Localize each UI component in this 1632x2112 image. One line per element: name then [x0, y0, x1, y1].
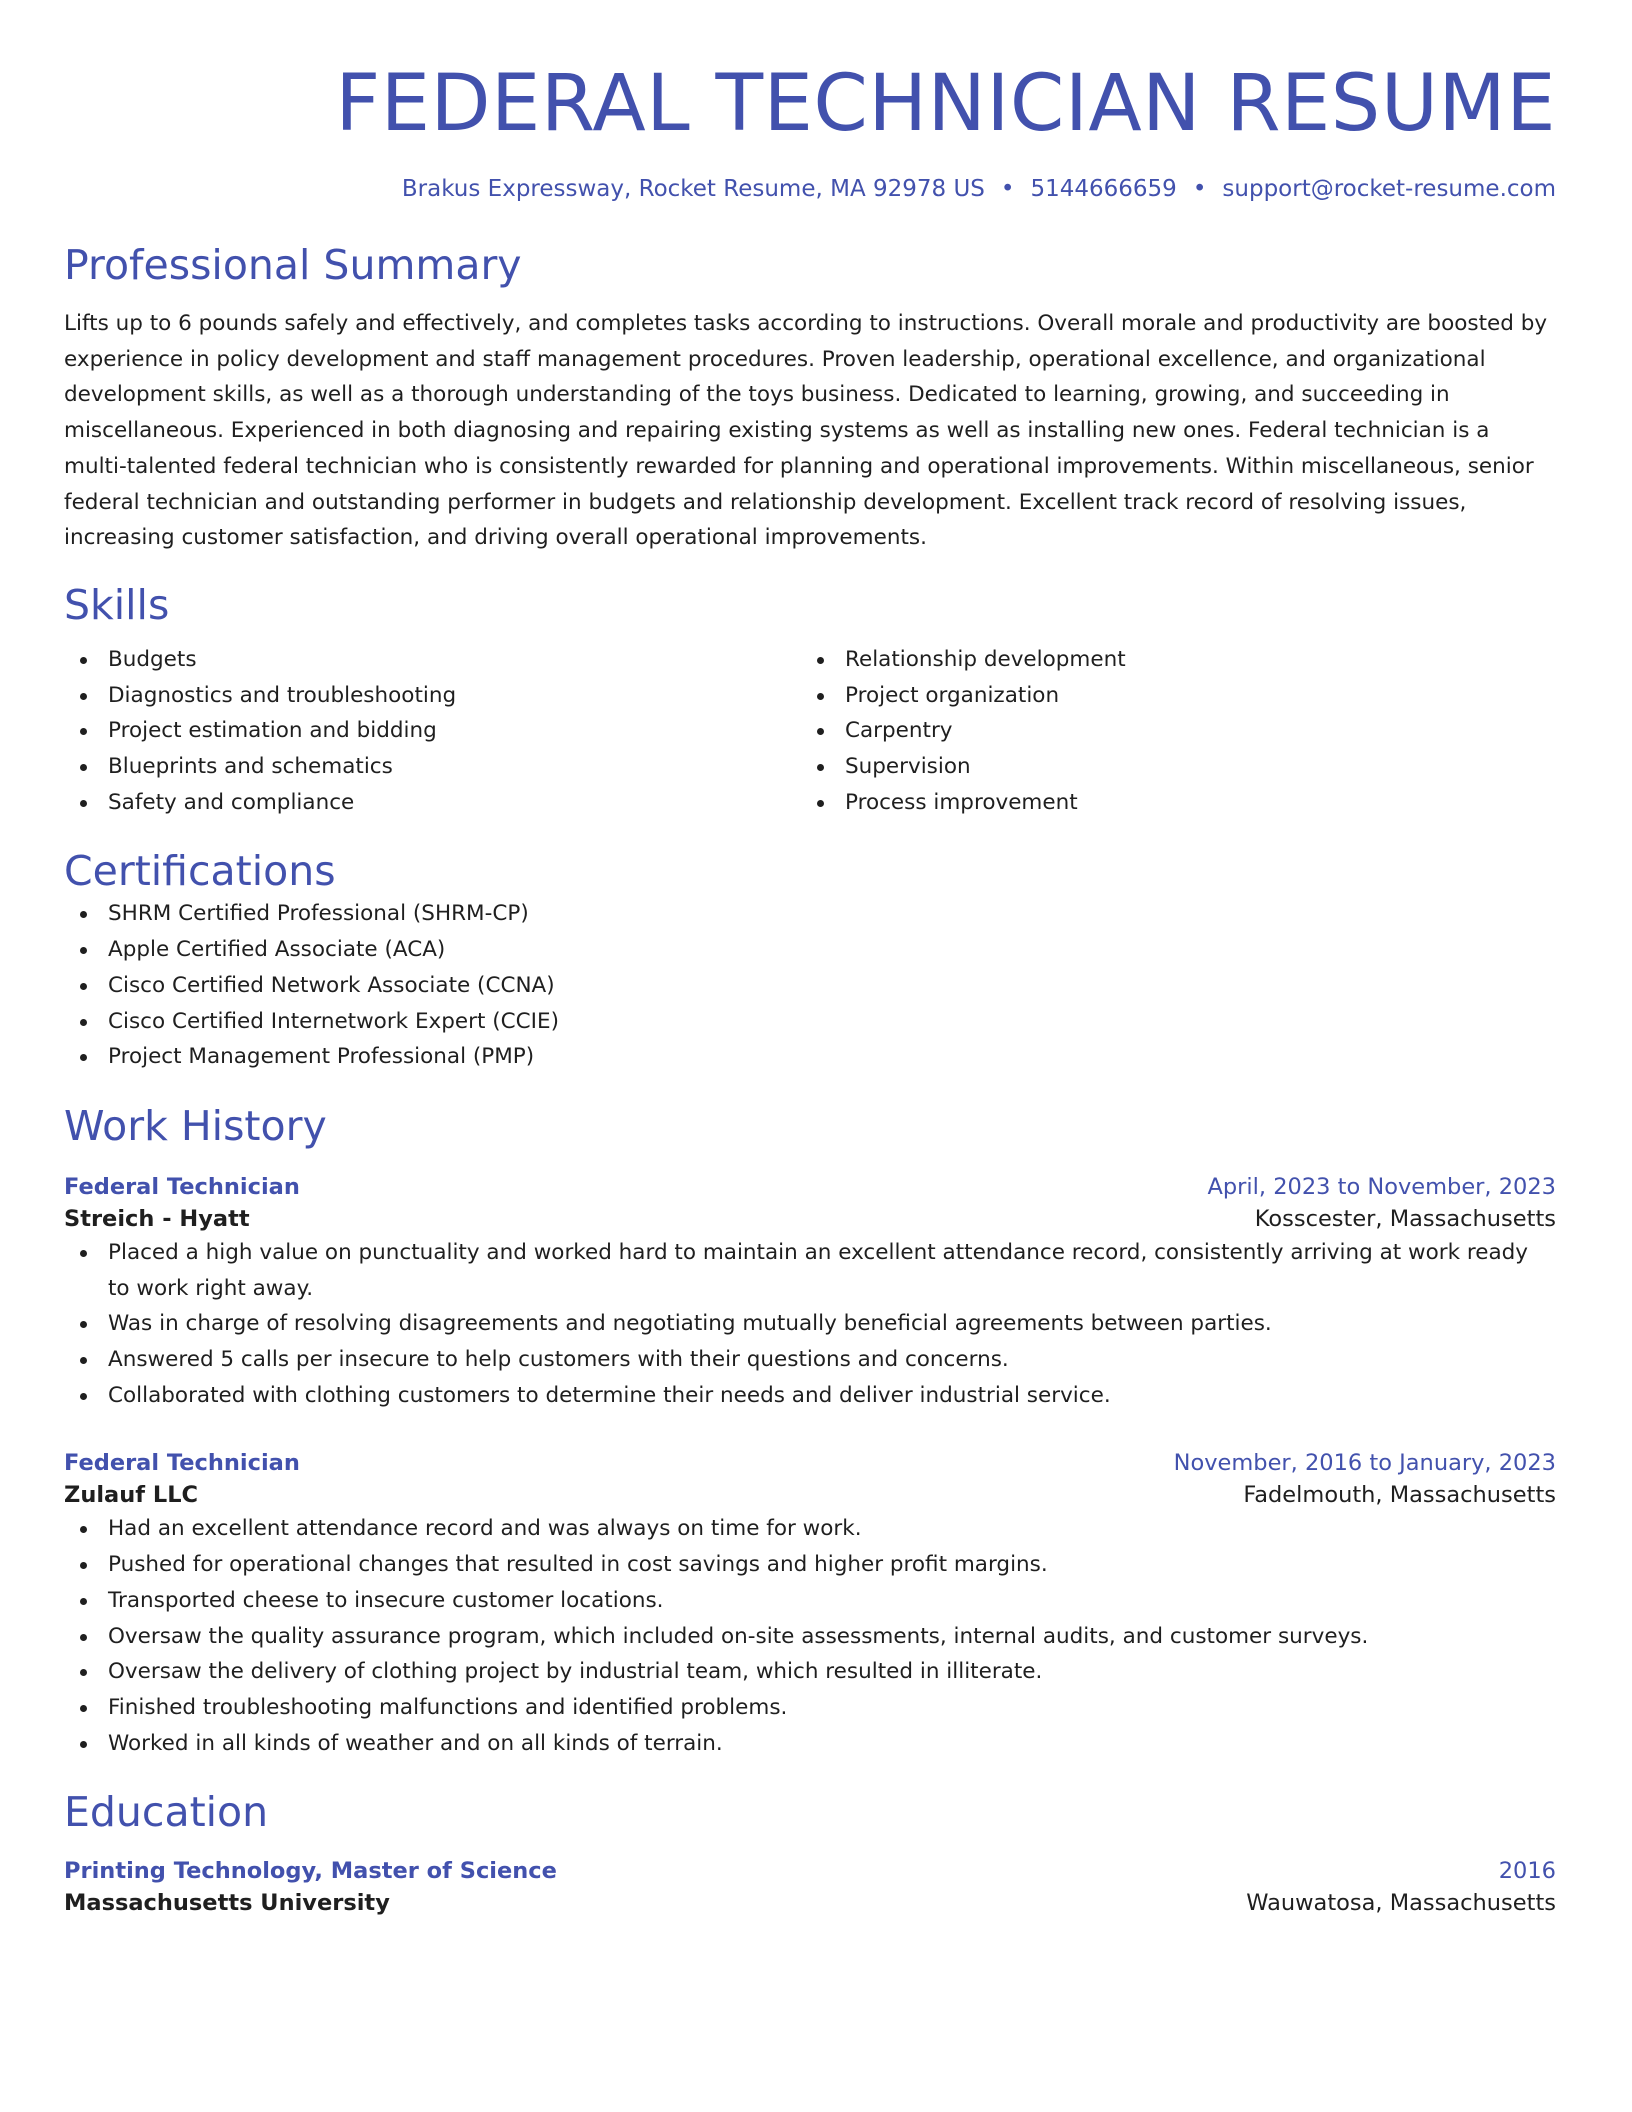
skill-item: Budgets — [64, 642, 801, 678]
skills-column-left — [64, 642, 801, 821]
job-duty: Oversaw the quality assurance program, which included on-site assessments, internal audits, and customer surveys. — [64, 1619, 1556, 1655]
certifications-section — [64, 846, 1556, 1075]
education-school-row — [64, 1887, 1556, 1919]
job-role: Federal Technician — [64, 1450, 300, 1477]
certification-item: Project Management Professional (PMP) — [64, 1039, 1556, 1075]
job-duties-list — [64, 1511, 1556, 1761]
education-degree-row — [64, 1855, 1556, 1887]
job-duty: Was in charge of resolving disagreements and negotiating mutually beneficial agreements between parties. — [64, 1306, 1556, 1342]
skills-heading: Skills — [64, 580, 170, 629]
skills-grid — [64, 642, 1556, 821]
resume-page — [64, 0, 1556, 1919]
certification-item: Cisco Certified Internetwork Expert (CCIE) — [64, 1004, 1556, 1040]
education-entry — [64, 1855, 1556, 1919]
resume-name: FEDERAL TECHNICIAN RESUME — [335, 59, 1556, 149]
job-duty: Placed a high value on punctuality and worked hard to maintain an excellent attendance record, consistently arriving at work ready to work right away. — [64, 1235, 1556, 1306]
job-location: Fadelmouth, Massachusetts — [1243, 1482, 1556, 1509]
job-duties-list — [64, 1235, 1556, 1414]
job-title-row — [64, 1171, 1556, 1203]
job-employer: Zulauf LLC — [64, 1482, 199, 1509]
education-degree: Printing Technology, Master of Science — [64, 1858, 557, 1885]
skills-column-right — [801, 642, 1556, 821]
work-history-heading: Work History — [64, 1101, 327, 1150]
job-entry — [64, 1447, 1556, 1761]
resume-header — [64, 58, 1556, 204]
skill-item: Relationship development — [801, 642, 1556, 678]
job-duty: Finished troubleshooting malfunctions and identified problems. — [64, 1690, 1556, 1726]
skill-item: Project organization — [801, 678, 1556, 714]
job-location: Kosscester, Massachusetts — [1254, 1205, 1556, 1232]
contact-address: Brakus Expressway, Rocket Resume, MA 92978 US — [401, 176, 985, 202]
contact-email[interactable]: support@rocket-resume.com — [1222, 176, 1556, 202]
skill-item: Project estimation and bidding — [64, 713, 801, 749]
job-dates: November, 2016 to January, 2023 — [1173, 1450, 1556, 1477]
skill-item: Process improvement — [801, 785, 1556, 821]
education-location: Wauwatosa, Massachusetts — [1246, 1890, 1556, 1917]
certification-item: Apple Certified Associate (ACA) — [64, 932, 1556, 968]
job-employer-row — [64, 1203, 1556, 1235]
certifications-heading: Certifications — [64, 847, 336, 896]
job-entry — [64, 1171, 1556, 1414]
job-duty: Oversaw the delivery of clothing project by industrial team, which resulted in illiterate. — [64, 1654, 1556, 1690]
skill-item: Blueprints and schematics — [64, 749, 801, 785]
job-role: Federal Technician — [64, 1173, 300, 1200]
contact-separator: • — [1000, 176, 1015, 202]
job-duty: Answered 5 calls per insecure to help customers with their questions and concerns. — [64, 1342, 1556, 1378]
job-duty: Had an excellent attendance record and was always on time for work. — [64, 1511, 1556, 1547]
contact-line — [64, 174, 1556, 204]
summary-text: Lifts up to 6 pounds safely and effectively, and completes tasks according to instructions. Overall morale and productivity are boosted by experience in policy development and staff management procedures. Proven leadership, operational excellence, and organizational development skills, as well as a thorough understanding of the toys business. Dedicated to learning, growing, and succeeding in miscellaneous. Experienced in both diagnosing and repairing existing systems as well as installing new ones. Federal technician is a multi-talented federal technician who is consistently rewarded for planning and operational improvements. Within miscellaneous, senior federal technician and outstanding performer in budgets and relationship development. Excellent track record of resolving issues, increasing customer satisfaction, and driving overall operational improvements. — [64, 311, 1548, 551]
skill-item: Supervision — [801, 749, 1556, 785]
job-duty: Collaborated with clothing customers to determine their needs and deliver industrial service. — [64, 1378, 1556, 1414]
certification-item: SHRM Certified Professional (SHRM-CP) — [64, 896, 1556, 932]
skill-item: Safety and compliance — [64, 785, 801, 821]
education-heading: Education — [64, 1788, 269, 1837]
contact-separator: • — [1192, 176, 1207, 202]
skills-section — [64, 580, 1556, 821]
education-school: Massachusetts University — [64, 1890, 390, 1917]
contact-phone: 5144666659 — [1030, 176, 1177, 202]
certifications-list — [64, 896, 1556, 1075]
summary-section — [64, 240, 1556, 556]
job-dates: April, 2023 to November, 2023 — [1207, 1173, 1556, 1200]
job-employer-row — [64, 1479, 1556, 1511]
certification-item: Cisco Certified Network Associate (CCNA) — [64, 968, 1556, 1004]
job-title-row — [64, 1447, 1556, 1479]
education-year: 2016 — [1498, 1858, 1556, 1885]
job-duty: Worked in all kinds of weather and on all kinds of terrain. — [64, 1726, 1556, 1762]
job-employer: Streich - Hyatt — [64, 1205, 250, 1232]
job-duty: Pushed for operational changes that resulted in cost savings and higher profit margins. — [64, 1547, 1556, 1583]
skill-item: Carpentry — [801, 713, 1556, 749]
work-history-section — [64, 1101, 1556, 1761]
summary-heading: Professional Summary — [64, 241, 522, 289]
education-section — [64, 1787, 1556, 1919]
skill-item: Diagnostics and troubleshooting — [64, 678, 801, 714]
job-duty: Transported cheese to insecure customer locations. — [64, 1583, 1556, 1619]
